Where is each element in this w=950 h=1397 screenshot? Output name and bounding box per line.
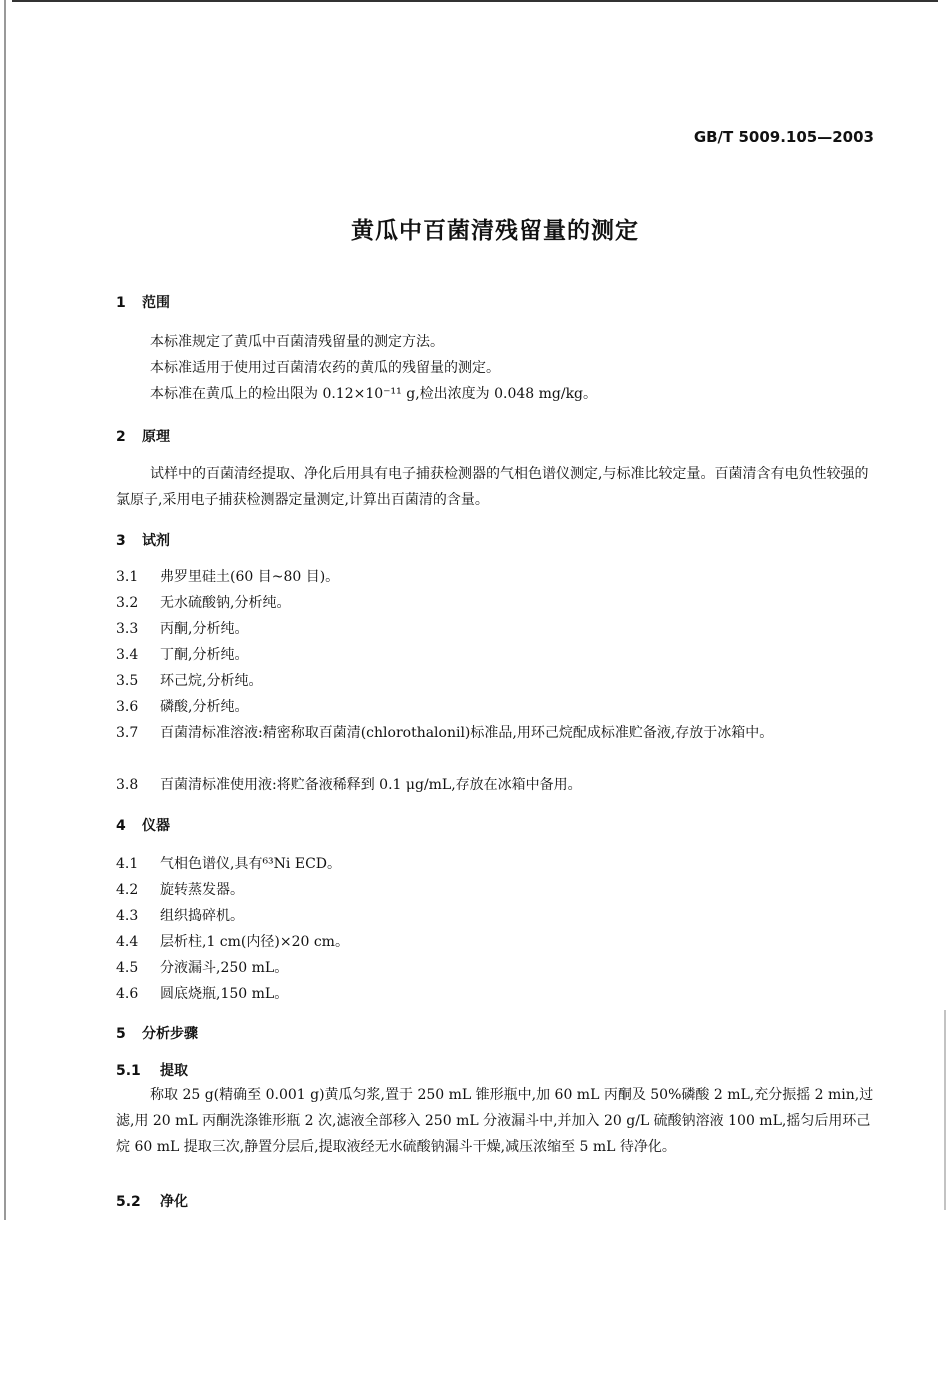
reagent-item: 3.7 百菌清标准溶液:精密称取百菌清(chlorothalonil)标准品,用环己烷配成标准贮备液,存放于冰箱中。 bbox=[116, 725, 774, 741]
section-title: 原理 bbox=[142, 429, 170, 445]
document-title: 黄瓜中百菌清残留量的测定 bbox=[351, 218, 639, 244]
scope-line-1: 本标准规定了黄瓜中百菌清残留量的测定方法。 bbox=[150, 334, 444, 350]
section-number: 1 bbox=[116, 295, 126, 311]
scope-line-3: 本标准在黄瓜上的检出限为 0.12×10⁻¹¹ g,检出浓度为 0.048 mg/kg。 bbox=[150, 386, 598, 402]
scan-top-border bbox=[12, 0, 938, 2]
section-number: 4 bbox=[116, 818, 126, 834]
apparatus-item: 4.1 气相色谱仪,具有⁶³Ni ECD。 bbox=[116, 856, 342, 872]
subsection-number: 5.1 bbox=[116, 1063, 141, 1079]
subsection-number: 5.2 bbox=[116, 1194, 141, 1210]
section-title: 范围 bbox=[142, 295, 170, 311]
apparatus-item: 4.5 分液漏斗,250 mL。 bbox=[116, 960, 289, 976]
reagent-item: 3.3 丙酮,分析纯。 bbox=[116, 621, 249, 637]
section-heading-scope bbox=[116, 292, 170, 312]
section-title: 分析步骤 bbox=[142, 1026, 198, 1042]
standard-code: GB/T 5009.105—2003 bbox=[693, 128, 874, 146]
apparatus-item: 4.3 组织捣碎机。 bbox=[116, 908, 244, 924]
reagent-item: 3.5 环己烷,分析纯。 bbox=[116, 673, 263, 689]
scan-right-edge bbox=[944, 1010, 946, 1210]
section-number: 3 bbox=[116, 533, 126, 549]
section-heading-reagents bbox=[116, 530, 170, 550]
section-heading-apparatus bbox=[116, 815, 170, 835]
apparatus-item: 4.2 旋转蒸发器。 bbox=[116, 882, 244, 898]
scan-binding-edge bbox=[4, 0, 6, 1220]
subsection-title: 净化 bbox=[160, 1194, 188, 1210]
scope-line-2: 本标准适用于使用过百菌清农药的黄瓜的残留量的测定。 bbox=[150, 360, 500, 376]
apparatus-item: 4.6 圆底烧瓶,150 mL。 bbox=[116, 986, 289, 1002]
apparatus-item: 4.4 层析柱,1 cm(内径)×20 cm。 bbox=[116, 934, 349, 950]
section-number: 2 bbox=[116, 429, 126, 445]
principle-paragraph: 试样中的百菌清经提取、净化后用具有电子捕获检测器的气相色谱仪测定,与标准比较定量。百菌清含有电负性较强的氯原子,采用电子捕获检测器定量测定,计算出百菌清的含量。 bbox=[116, 466, 869, 508]
subsection-heading-extraction bbox=[116, 1060, 188, 1080]
reagent-item: 3.4 丁酮,分析纯。 bbox=[116, 647, 249, 663]
subsection-title: 提取 bbox=[160, 1063, 188, 1079]
section-number: 5 bbox=[116, 1026, 126, 1042]
section-heading-procedure bbox=[116, 1023, 198, 1043]
subsection-heading-cleanup bbox=[116, 1191, 188, 1211]
extraction-paragraph: 称取 25 g(精确至 0.001 g)黄瓜匀浆,置于 250 mL 锥形瓶中,加 60 mL 丙酮及 50%磷酸 2 mL,充分振摇 2 min,过滤,用 20 mL 丙酮洗涤锥形瓶 2 次,滤液全部移入 250 mL 分液漏斗中,并加入 20 g/L 硫酸钠溶液 100 mL,摇匀后用环己烷 60 mL 提取三次,静置分层后,提取液经无水硫酸钠漏斗干燥,减压浓缩至 5 mL 待净化。 bbox=[116, 1087, 874, 1155]
reagent-item: 3.8 百菌清标准使用液:将贮备液稀释到 0.1 μg/mL,存放在冰箱中备用。 bbox=[116, 777, 582, 793]
reagent-item: 3.6 磷酸,分析纯。 bbox=[116, 699, 249, 715]
section-title: 仪器 bbox=[142, 818, 170, 834]
reagent-item: 3.1 弗罗里硅土(60 目~80 目)。 bbox=[116, 569, 340, 585]
section-title: 试剂 bbox=[142, 533, 170, 549]
reagent-item: 3.2 无水硫酸钠,分析纯。 bbox=[116, 595, 291, 611]
section-heading-principle bbox=[116, 426, 170, 446]
